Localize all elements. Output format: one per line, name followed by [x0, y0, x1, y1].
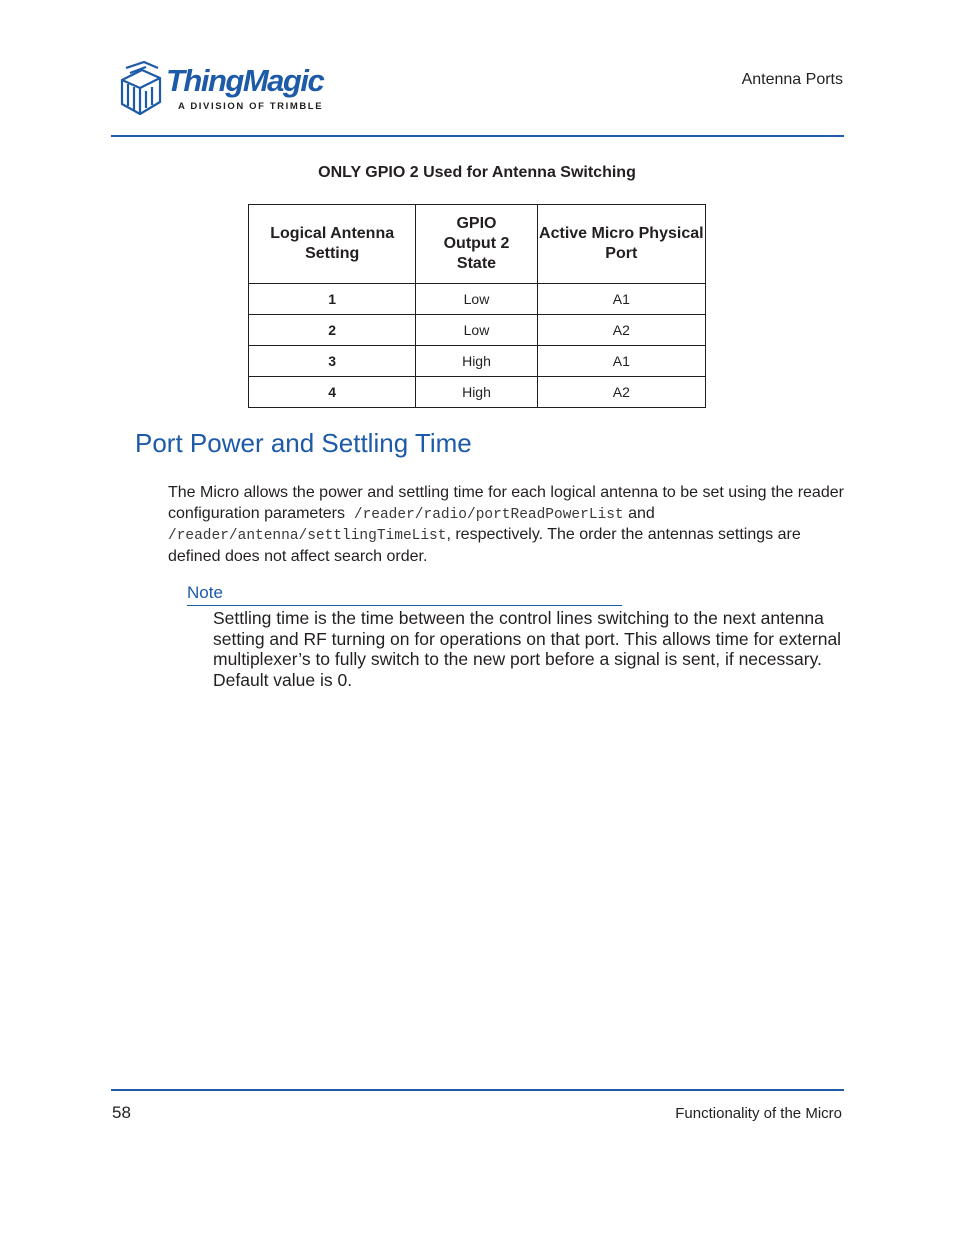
table-cell: 2 — [249, 315, 416, 346]
logo-wordmark: ThingMagic — [166, 63, 324, 98]
antenna-switching-table — [248, 204, 706, 408]
section-heading: Port Power and Settling Time — [135, 428, 472, 458]
page-number: 58 — [112, 1103, 131, 1122]
table-row — [249, 377, 706, 408]
footer-title: Functionality of the Micro — [675, 1105, 842, 1122]
footer-divider — [111, 1089, 844, 1091]
table-cell: Low — [416, 315, 537, 346]
table-caption: ONLY GPIO 2 Used for Antenna Switching — [318, 164, 636, 181]
table-row — [249, 284, 706, 315]
table-row — [249, 315, 706, 346]
table-cell: A1 — [537, 284, 705, 315]
note-divider — [187, 605, 622, 606]
table-cell: A2 — [537, 377, 705, 408]
column-header: Logical Antenna Setting — [249, 205, 416, 284]
table-cell: High — [416, 346, 537, 377]
column-header-text: GPIO Output 2 State — [443, 215, 510, 272]
table-cell: A1 — [537, 346, 705, 377]
table-cell: A2 — [537, 315, 705, 346]
logo-tagline: A DIVISION OF TRIMBLE — [178, 101, 324, 112]
table-cell: 4 — [249, 377, 416, 408]
paragraph-text: The Micro allows the power and settling time for each logical antenna to be set using the reader configuration parameters — [168, 484, 844, 522]
note-label: Note — [187, 583, 223, 602]
table-cell: 3 — [249, 346, 416, 377]
table-cell: High — [416, 377, 537, 408]
table-cell: Low — [416, 284, 537, 315]
body-paragraph — [168, 483, 848, 567]
code-parameter: /reader/radio/portReadPowerList — [353, 506, 624, 523]
table-row — [249, 346, 706, 377]
paragraph-text: and — [628, 504, 655, 522]
column-header: Active Micro Physical Port — [537, 205, 705, 284]
code-parameter: /reader/antenna/settlingTimeList — [168, 528, 447, 544]
column-header — [416, 205, 537, 284]
note-text: Settling time is the time between the control lines switching to the next antenna setting and RF turning on for operations on that port. This allows time for external multiplexer’s to fully switch to the new port before a signal is sent, if necessary. Default value is 0. — [213, 608, 842, 690]
running-header: Antenna Ports — [741, 71, 843, 88]
paragraph-text: , respectively. The order the antennas settings are defined does not affect search order. — [168, 526, 801, 565]
header-divider — [111, 135, 844, 137]
table-header-row — [249, 205, 706, 284]
thingmagic-logo-icon — [114, 60, 164, 118]
table-cell: 1 — [249, 284, 416, 315]
